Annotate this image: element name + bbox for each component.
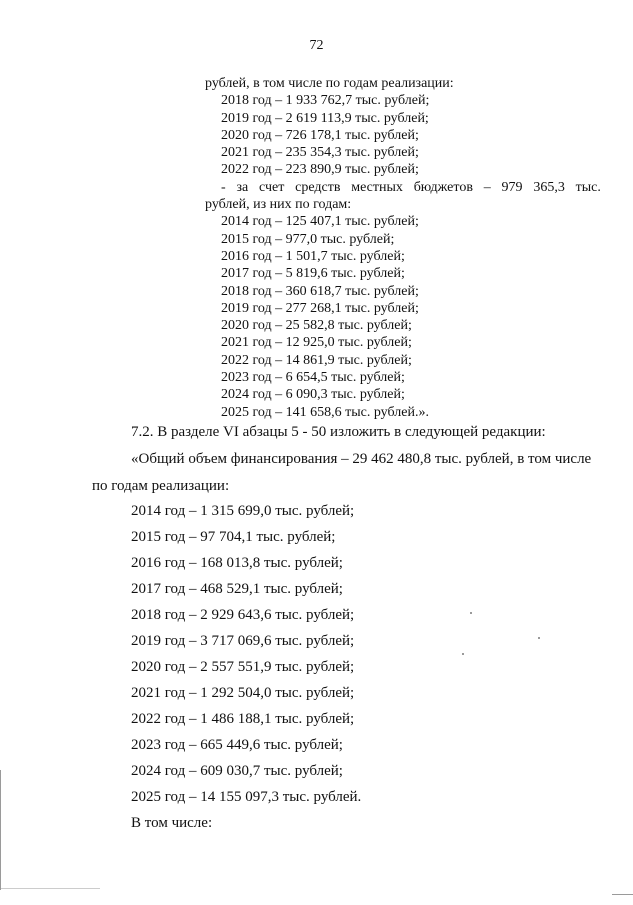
regional-year-line: 2021 год – 235 354,3 тыс. рублей;	[221, 145, 419, 161]
including-line: В том числе:	[131, 815, 213, 831]
total-year-line: 2021 год – 1 292 504,0 тыс. рублей;	[131, 685, 355, 701]
local-year-line: 2025 год – 141 658,6 тыс. рублей.».	[221, 404, 429, 420]
regional-year-line: 2020 год – 726 178,1 тыс. рублей;	[221, 127, 419, 143]
local-budget-word: 979	[501, 179, 523, 195]
total-year-line: 2022 год – 1 486 188,1 тыс. рублей;	[131, 711, 355, 727]
local-year-line: 2015 год – 977,0 тыс. рублей;	[221, 231, 395, 247]
total-year-line: 2019 год – 3 717 069,6 тыс. рублей;	[131, 633, 355, 649]
total-financing-cont: по годам реализации:	[92, 478, 230, 494]
local-budget-word: бюджетов	[413, 179, 473, 195]
total-year-line: 2023 год – 665 449,6 тыс. рублей;	[131, 737, 343, 753]
local-budget-word: средств	[295, 179, 341, 195]
local-budget-word: –	[483, 179, 491, 195]
local-year-line: 2014 год – 125 407,1 тыс. рублей;	[221, 214, 419, 230]
scan-dust-mark	[538, 637, 540, 639]
page-number: 72	[309, 38, 324, 53]
local-year-line: 2023 год – 6 654,5 тыс. рублей;	[221, 370, 405, 386]
total-year-line: 2014 год – 1 315 699,0 тыс. рублей;	[131, 503, 355, 519]
financing-continuation-block	[205, 75, 605, 421]
local-year-line: 2018 год – 360 618,7 тыс. рублей;	[221, 283, 419, 299]
local-year-line: 2024 год – 6 090,3 тыс. рублей;	[221, 387, 405, 403]
local-budget-word: за	[236, 179, 249, 195]
scan-edge-mark	[0, 770, 1, 890]
total-year-line: 2015 год – 97 704,1 тыс. рублей;	[131, 529, 336, 545]
total-year-line: 2017 год – 468 529,1 тыс. рублей;	[131, 581, 343, 597]
local-year-line: 2020 год – 25 582,8 тыс. рублей;	[221, 318, 412, 334]
section-heading: 7.2. В разделе VI абзацы 5 - 50 изложить в следующей редакции:	[131, 424, 546, 440]
regional-year-line: 2018 год – 1 933 762,7 тыс. рублей;	[221, 93, 430, 109]
local-budget-line	[205, 179, 601, 196]
local-year-line: 2019 год – 277 268,1 тыс. рублей;	[221, 300, 419, 316]
local-budget-word: тыс.	[575, 179, 601, 195]
local-year-line: 2021 год – 12 925,0 тыс. рублей;	[221, 335, 412, 351]
scan-dust-mark	[462, 653, 464, 655]
total-year-line: 2024 год – 609 030,7 тыс. рублей;	[131, 763, 343, 779]
regional-year-line: 2022 год – 223 890,9 тыс. рублей;	[221, 162, 419, 178]
local-year-line: 2017 год – 5 819,6 тыс. рублей;	[221, 266, 405, 282]
total-financing-line: «Общий объем финансирования – 29 462 480,8 тыс. рублей, в том числе	[131, 451, 592, 467]
scan-edge-mark	[612, 894, 633, 895]
local-year-line: 2016 год – 1 501,7 тыс. рублей;	[221, 248, 405, 264]
lead-line: рублей, в том числе по годам реализации:	[205, 76, 454, 91]
local-budget-word: счет	[259, 179, 285, 195]
local-budget-word: местных	[351, 179, 403, 195]
total-year-line: 2018 год – 2 929 643,6 тыс. рублей;	[131, 607, 355, 623]
local-year-line: 2022 год – 14 861,9 тыс. рублей;	[221, 352, 412, 368]
total-year-line: 2025 год – 14 155 097,3 тыс. рублей.	[131, 789, 362, 805]
regional-year-line: 2019 год – 2 619 113,9 тыс. рублей;	[221, 110, 429, 126]
local-budget-word: 365,3	[533, 179, 565, 195]
scan-dust-mark	[470, 612, 472, 614]
total-year-line: 2020 год – 2 557 551,9 тыс. рублей;	[131, 659, 355, 675]
scan-edge-mark	[0, 888, 100, 889]
local-budget-word: -	[221, 179, 226, 195]
total-year-line: 2016 год – 168 013,8 тыс. рублей;	[131, 555, 343, 571]
local-budget-cont-line: рублей, из них по годам:	[205, 197, 352, 213]
